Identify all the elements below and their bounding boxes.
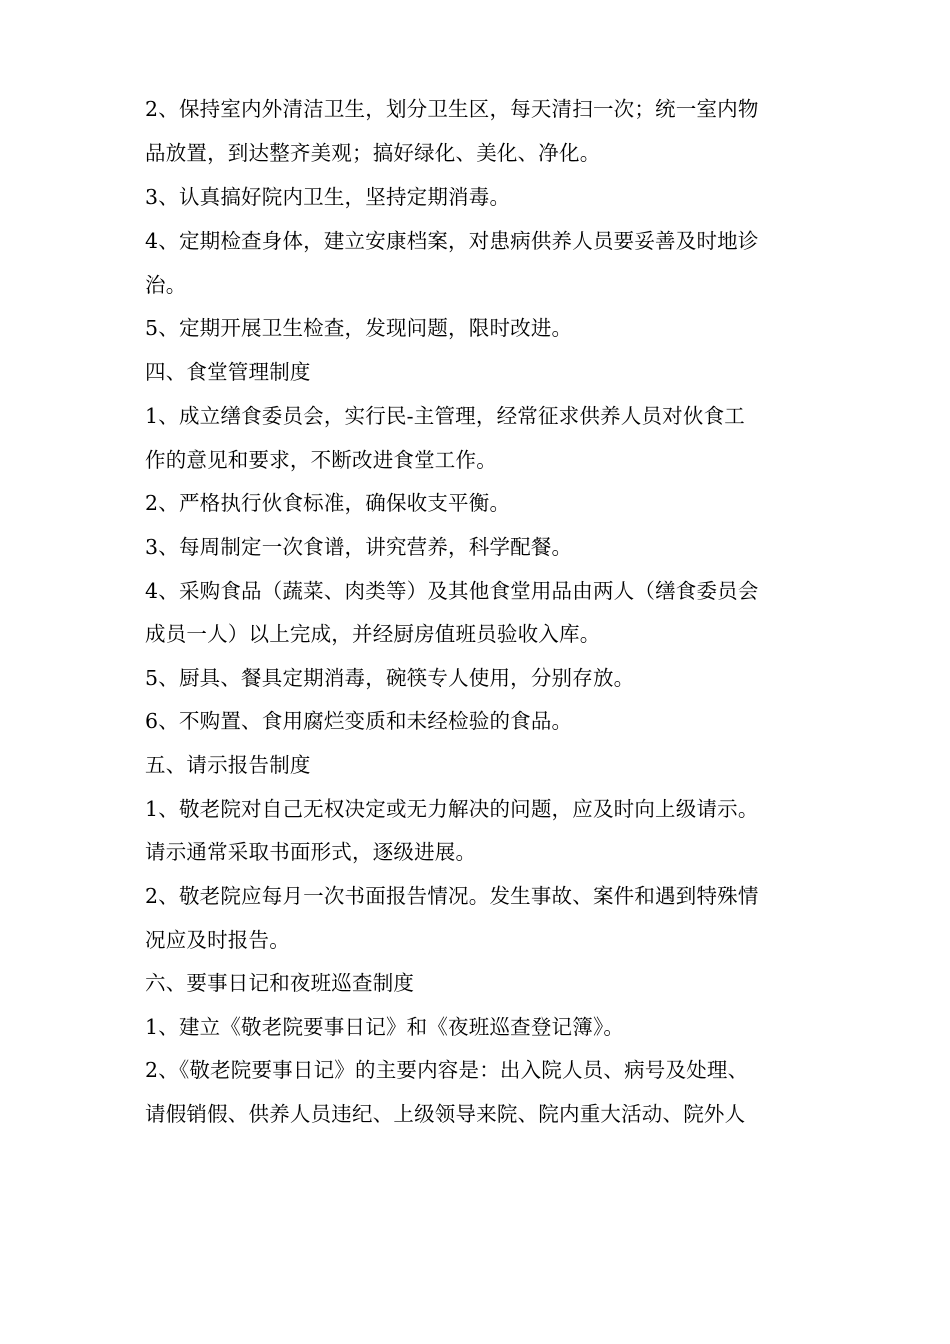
- text-line: 品放置，到达整齐美观；搞好绿化、美化、净化。: [145, 141, 601, 165]
- text-line: 成员一人）以上完成，并经厨房值班员验收入库。: [145, 622, 601, 646]
- text-line: 4、定期检查身体，建立安康档案，对患病供养人员要妥善及时地诊: [145, 229, 759, 253]
- text-line: 2、严格执行伙食标准，确保收支平衡。: [145, 491, 511, 515]
- text-line: 2、《敬老院要事日记》的主要内容是：出入院人员、病号及处理、: [145, 1058, 749, 1082]
- text-line: 1、成立缮食委员会，实行民-主管理，经常征求供养人员对伙食工: [145, 404, 745, 428]
- text-line: 3、每周制定一次食谱，讲究营养，科学配餐。: [145, 535, 573, 559]
- text-line: 1、敬老院对自己无权决定或无力解决的问题，应及时向上级请示。: [145, 797, 759, 821]
- text-line: 作的意见和要求，不断改进食堂工作。: [145, 448, 497, 472]
- text-line: 3、认真搞好院内卫生，坚持定期消毒。: [145, 185, 511, 209]
- section-heading: 六、要事日记和夜班巡查制度: [145, 971, 415, 995]
- text-line: 5、定期开展卫生检查，发现问题，限时改进。: [145, 316, 573, 340]
- section-heading: 四、食堂管理制度: [145, 360, 311, 384]
- text-line: 4、采购食品（蔬菜、肉类等）及其他食堂用品由两人（缮食委员会: [145, 579, 759, 603]
- text-line: 2、保持室内外清洁卫生，划分卫生区，每天清扫一次；统一室内物: [145, 97, 759, 121]
- text-line: 请假销假、供养人员违纪、上级领导来院、院内重大活动、院外人: [145, 1102, 746, 1126]
- text-line: 治。: [145, 273, 187, 297]
- text-line: 2、敬老院应每月一次书面报告情况。发生事故、案件和遇到特殊情: [145, 884, 759, 908]
- text-line: 6、不购置、食用腐烂变质和未经检验的食品。: [145, 709, 573, 733]
- text-line: 请示通常采取书面形式，逐级进展。: [145, 840, 477, 864]
- section-heading: 五、请示报告制度: [145, 753, 311, 777]
- text-line: 1、建立《敬老院要事日记》和《夜班巡查登记簿》。: [145, 1015, 625, 1039]
- text-line: 5、厨具、餐具定期消毒，碗筷专人使用，分别存放。: [145, 666, 635, 690]
- text-line: 况应及时报告。: [145, 928, 290, 952]
